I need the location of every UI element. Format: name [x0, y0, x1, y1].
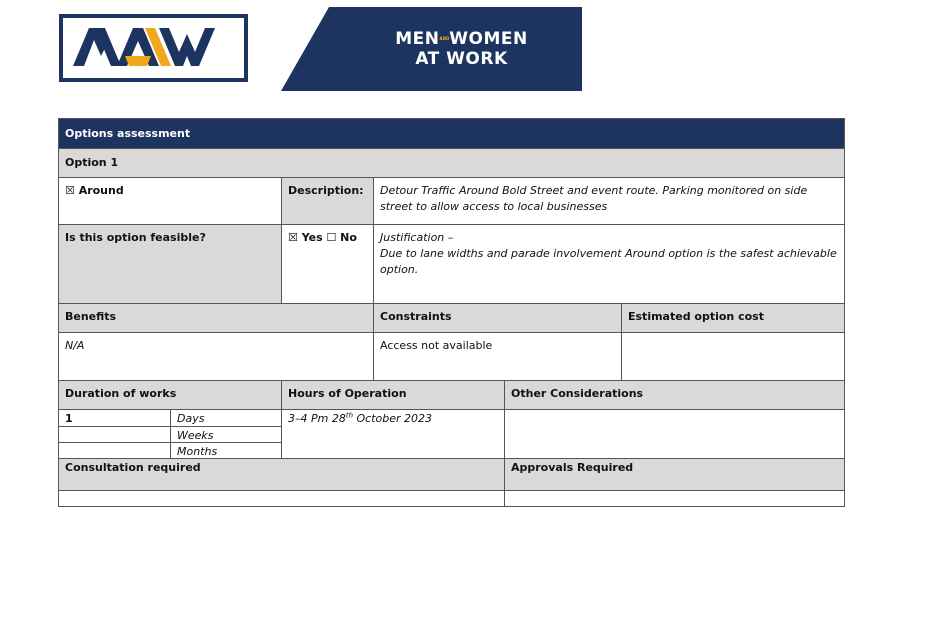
unit-weeks: Weeks [170, 426, 281, 442]
estimated-cost-label: Estimated option cost [621, 303, 845, 332]
brand-and-text: AND [439, 36, 450, 41]
weeks-value[interactable] [58, 426, 170, 442]
benefits-value[interactable]: N/A [58, 332, 373, 380]
brand-line-2: AT WORK [415, 49, 508, 69]
approvals-value[interactable] [504, 490, 845, 507]
option-label: Option 1 [58, 148, 845, 177]
other-considerations-value[interactable] [504, 409, 845, 458]
other-considerations-label: Other Considerations [504, 380, 845, 409]
justification-cell [373, 224, 845, 303]
unit-days: Days [170, 409, 281, 426]
options-assessment-form [58, 118, 845, 507]
hours-label: Hours of Operation [281, 380, 504, 409]
approvals-label: Approvals Required [504, 458, 845, 490]
feasible-label: Is this option feasible? [58, 224, 281, 303]
form-title: Options assessment [58, 118, 845, 148]
feasible-checkboxes[interactable]: ☒ Yes ☐ No [281, 224, 373, 303]
benefits-label: Benefits [58, 303, 373, 332]
option-around-checkbox[interactable]: ☒ Around [58, 177, 281, 224]
men-and-women-at-work-logo [281, 7, 582, 91]
estimated-cost-value[interactable] [621, 332, 845, 380]
justification-label: Justification – [380, 231, 454, 244]
justification-text: Due to lane widths and parade involvement Around option is the safest achievable option. [380, 247, 837, 276]
constraints-label: Constraints [373, 303, 621, 332]
maw-logo [59, 14, 248, 82]
months-value[interactable] [58, 442, 170, 458]
duration-label: Duration of works [58, 380, 281, 409]
constraints-value[interactable]: Access not available [373, 332, 621, 380]
description-text: Detour Traffic Around Bold Street and event route. Parking monitored on side street to allow access to local businesses [373, 177, 845, 224]
brand-line-1: MENANDWOMEN [395, 29, 528, 49]
hours-value[interactable]: 3–4 Pm 28th October 2023 [281, 409, 504, 458]
consultation-label: Consultation required [58, 458, 504, 490]
consultation-value[interactable] [58, 490, 504, 507]
unit-months: Months [170, 442, 281, 458]
description-label: Description: [281, 177, 373, 224]
duration-value[interactable]: 1 [58, 409, 170, 426]
